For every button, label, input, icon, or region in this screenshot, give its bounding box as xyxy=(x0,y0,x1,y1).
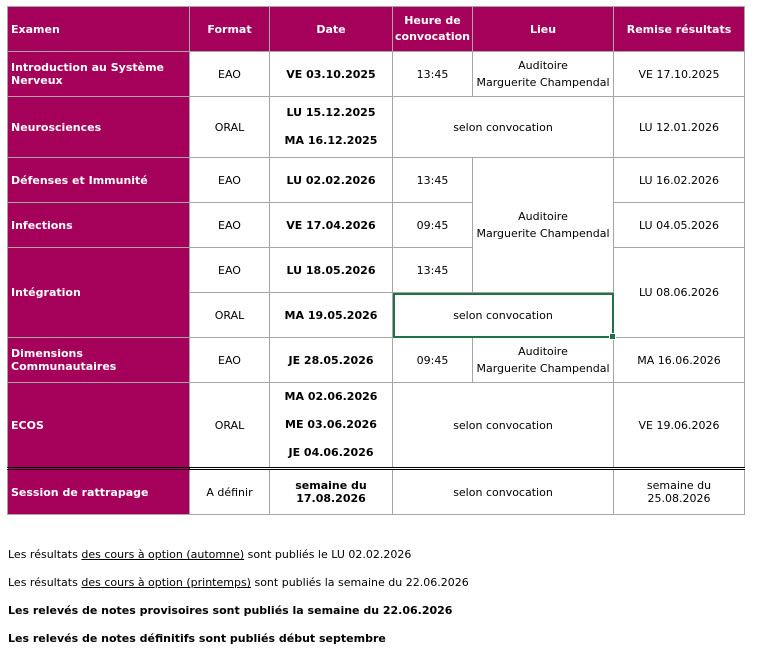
format-cell[interactable]: EAO xyxy=(190,248,270,293)
convocation-text: selon convocation xyxy=(453,308,553,322)
date-cell[interactable]: MA 19.05.2026 xyxy=(270,293,393,338)
format-cell[interactable]: EAO xyxy=(190,52,270,97)
table-row xyxy=(8,248,745,293)
exam-name-cell[interactable]: Intégration xyxy=(8,248,190,338)
note-spring-options xyxy=(8,576,748,604)
date-cell[interactable]: JE 28.05.2026 xyxy=(270,338,393,383)
note-final-transcripts: Les relevés de notes définitifs sont publiés début septembre xyxy=(8,632,386,645)
note-text: Les résultats xyxy=(8,548,82,561)
exam-schedule-table xyxy=(7,6,745,515)
exam-name-cell[interactable]: Neurosciences xyxy=(8,97,190,158)
date-cell[interactable]: LU 18.05.2026 xyxy=(270,248,393,293)
table-row xyxy=(8,97,745,158)
place-line2: Marguerite Champendal xyxy=(476,227,610,240)
convocation-cell[interactable]: selon convocation xyxy=(393,97,614,158)
note-provisional-transcripts: Les relevés de notes provisoires sont publiés la semaine du 22.06.2026 xyxy=(8,604,453,617)
date-line: MA 16.12.2025 xyxy=(284,134,378,147)
place-line2: Marguerite Champendal xyxy=(476,362,610,375)
place-line1: Auditoire xyxy=(518,59,568,72)
exam-name-cell[interactable]: ECOS xyxy=(8,383,190,469)
fill-handle[interactable] xyxy=(609,333,616,340)
format-cell[interactable]: ORAL xyxy=(190,293,270,338)
results-cell[interactable]: semaine du 25.08.2026 xyxy=(614,469,745,515)
place-cell[interactable] xyxy=(473,158,614,293)
time-cell[interactable]: 13:45 xyxy=(393,158,473,203)
results-cell[interactable]: LU 16.02.2026 xyxy=(614,158,745,203)
convocation-cell[interactable]: selon convocation xyxy=(393,469,614,515)
table-row xyxy=(8,469,745,515)
date-line: ME 03.06.2026 xyxy=(285,418,377,431)
format-cell[interactable]: EAO xyxy=(190,338,270,383)
results-cell[interactable]: VE 17.10.2025 xyxy=(614,52,745,97)
selected-convocation-cell[interactable] xyxy=(393,293,614,338)
table-row xyxy=(8,383,745,469)
table-row xyxy=(8,338,745,383)
header-results[interactable]: Remise résultats xyxy=(614,7,745,52)
date-cell[interactable]: semaine du 17.08.2026 xyxy=(270,469,393,515)
header-time[interactable] xyxy=(393,7,473,52)
exam-name-cell[interactable]: Session de rattrapage xyxy=(8,469,190,515)
exam-name-cell[interactable]: Infections xyxy=(8,203,190,248)
date-cell[interactable]: VE 03.10.2025 xyxy=(270,52,393,97)
format-cell[interactable]: EAO xyxy=(190,158,270,203)
date-cell[interactable]: LU 02.02.2026 xyxy=(270,158,393,203)
results-cell[interactable]: LU 08.06.2026 xyxy=(614,248,745,338)
table-row xyxy=(8,52,745,97)
date-line: JE 04.06.2026 xyxy=(288,446,374,459)
time-cell[interactable]: 13:45 xyxy=(393,248,473,293)
time-cell[interactable]: 13:45 xyxy=(393,52,473,97)
header-date[interactable]: Date xyxy=(270,7,393,52)
header-time-line2: convocation xyxy=(395,30,470,43)
date-line: MA 02.06.2026 xyxy=(284,390,378,403)
header-time-line1: Heure de xyxy=(404,14,461,27)
place-cell[interactable] xyxy=(473,338,614,383)
table-row xyxy=(8,203,745,248)
date-line: LU 15.12.2025 xyxy=(286,106,376,119)
date-cell[interactable] xyxy=(270,383,393,469)
results-cell[interactable]: LU 04.05.2026 xyxy=(614,203,745,248)
place-line1: Auditoire xyxy=(518,345,568,358)
format-cell[interactable]: A définir xyxy=(190,469,270,515)
header-exam[interactable]: Examen xyxy=(8,7,190,52)
results-cell[interactable]: VE 19.06.2026 xyxy=(614,383,745,469)
notes-section xyxy=(8,548,748,660)
date-cell[interactable] xyxy=(270,97,393,158)
format-cell[interactable]: EAO xyxy=(190,203,270,248)
note-link-spring[interactable]: des cours à option (printemps) xyxy=(81,576,251,589)
format-cell[interactable]: ORAL xyxy=(190,97,270,158)
time-cell[interactable]: 09:45 xyxy=(393,203,473,248)
note-link-autumn[interactable]: des cours à option (automne) xyxy=(81,548,245,561)
results-cell[interactable]: LU 12.01.2026 xyxy=(614,97,745,158)
note-text: Les résultats xyxy=(8,576,82,589)
exam-name-cell[interactable]: Défenses et Immunité xyxy=(8,158,190,203)
format-cell[interactable]: ORAL xyxy=(190,383,270,469)
convocation-cell[interactable]: selon convocation xyxy=(393,383,614,469)
results-cell[interactable]: MA 16.06.2026 xyxy=(614,338,745,383)
place-cell[interactable] xyxy=(473,52,614,97)
header-place[interactable]: Lieu xyxy=(473,7,614,52)
header-row xyxy=(8,7,745,52)
exam-name-cell[interactable]: Dimensions Communautaires xyxy=(8,338,190,383)
table-row xyxy=(8,158,745,203)
note-text: sont publiés le LU 02.02.2026 xyxy=(244,548,412,561)
time-cell[interactable]: 09:45 xyxy=(393,338,473,383)
place-line1: Auditoire xyxy=(518,210,568,223)
note-autumn-options xyxy=(8,548,748,576)
header-format[interactable]: Format xyxy=(190,7,270,52)
date-cell[interactable]: VE 17.04.2026 xyxy=(270,203,393,248)
exam-name-cell[interactable]: Introduction au Système Nerveux xyxy=(8,52,190,97)
note-text: sont publiés la semaine du 22.06.2026 xyxy=(250,576,469,589)
place-line2: Marguerite Champendal xyxy=(476,76,610,89)
